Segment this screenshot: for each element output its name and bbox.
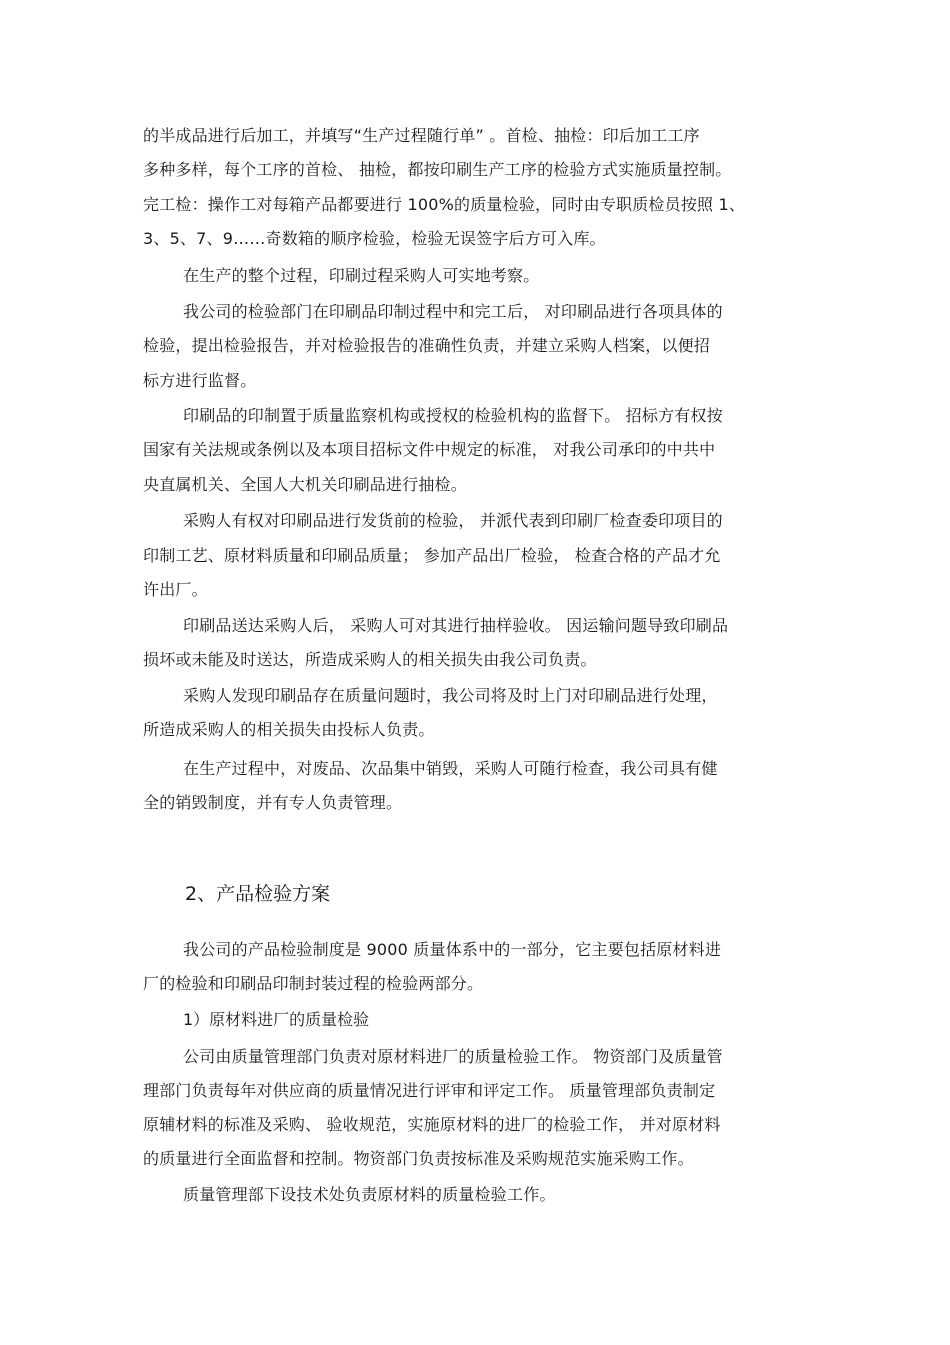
paragraph-line: 我公司的检验部门在印刷品印制过程中和完工后， 对印刷品进行各项具体的	[183, 302, 723, 321]
paragraph-line: 完工检：操作工对每箱产品都要进行 100%的质量检验，同时由专职质检员按照 1、	[143, 195, 746, 214]
paragraph-line: 3、5、7、9……奇数箱的顺序检验，检验无误签字后方可入库。	[143, 229, 606, 248]
paragraph-line: 采购人发现印刷品存在质量问题时，我公司将及时上门对印刷品进行处理，	[183, 686, 718, 705]
paragraph-line: 理部门负责每年对供应商的质量情况进行评审和评定工作。 质量管理部负责制定	[143, 1081, 716, 1100]
paragraph-line: 厂的检验和印刷品印制封装过程的检验两部分。	[143, 974, 484, 993]
paragraph-line: 多种多样，每个工序的首检、 抽检，都按印刷生产工序的检验方式实施质量控制。	[143, 160, 732, 179]
sub-heading: 1）原材料进厂的质量检验	[183, 1010, 370, 1029]
paragraph-line: 所造成采购人的相关损失由投标人负责。	[143, 720, 435, 739]
paragraph-line: 损坏或未能及时送达，所造成采购人的相关损失由我公司负责。	[143, 650, 597, 669]
paragraph-line: 标方进行监督。	[143, 371, 257, 390]
paragraph-line: 全的销毁制度，并有专人负责管理。	[143, 793, 403, 812]
section-heading: 2、产品检验方案	[185, 883, 331, 905]
paragraph-line: 印刷品送达采购人后， 采购人可对其进行抽样验收。 因运输问题导致印刷品	[183, 616, 729, 635]
paragraph-line: 在生产的整个过程，印刷过程采购人可实地考察。	[183, 266, 540, 285]
paragraph-line: 的质量进行全面监督和控制。物资部门负责按标准及采购规范实施采购工作。	[143, 1149, 694, 1168]
paragraph-line: 印制工艺、原材料质量和印刷品质量； 参加产品出厂检验， 检查合格的产品才允	[143, 546, 721, 565]
paragraph-line: 的半成品进行后加工，并填写“生产过程随行单” 。首检、抽检：印后加工工序	[143, 126, 700, 145]
paragraph-line: 央直属机关、全国人大机关印刷品进行抽检。	[143, 475, 468, 494]
paragraph-line: 采购人有权对印刷品进行发货前的检验， 并派代表到印刷厂检查委印项目的	[183, 511, 723, 530]
paragraph-line: 公司由质量管理部门负责对原材料进厂的质量检验工作。 物资部门及质量管	[183, 1047, 723, 1066]
paragraph-line: 检验，提出检验报告，并对检验报告的准确性负责，并建立采购人档案，以便招	[143, 336, 711, 355]
paragraph-line: 原辅材料的标准及采购、 验收规范，实施原材料的进厂的检验工作， 并对原材料	[143, 1115, 721, 1134]
paragraph-line: 质量管理部下设技术处负责原材料的质量检验工作。	[183, 1185, 556, 1204]
paragraph-line: 我公司的产品检验制度是 9000 质量体系中的一部分，它主要包括原材料进	[183, 940, 722, 959]
paragraph-line: 印刷品的印制置于质量监察机构或授权的检验机构的监督下。 招标方有权按	[183, 406, 723, 425]
paragraph-line: 国家有关法规或条例以及本项目招标文件中规定的标准， 对我公司承印的中共中	[143, 440, 716, 459]
paragraph-line: 许出厂。	[143, 580, 208, 599]
paragraph-line: 在生产过程中，对废品、次品集中销毁，采购人可随行检查，我公司具有健	[183, 759, 718, 778]
